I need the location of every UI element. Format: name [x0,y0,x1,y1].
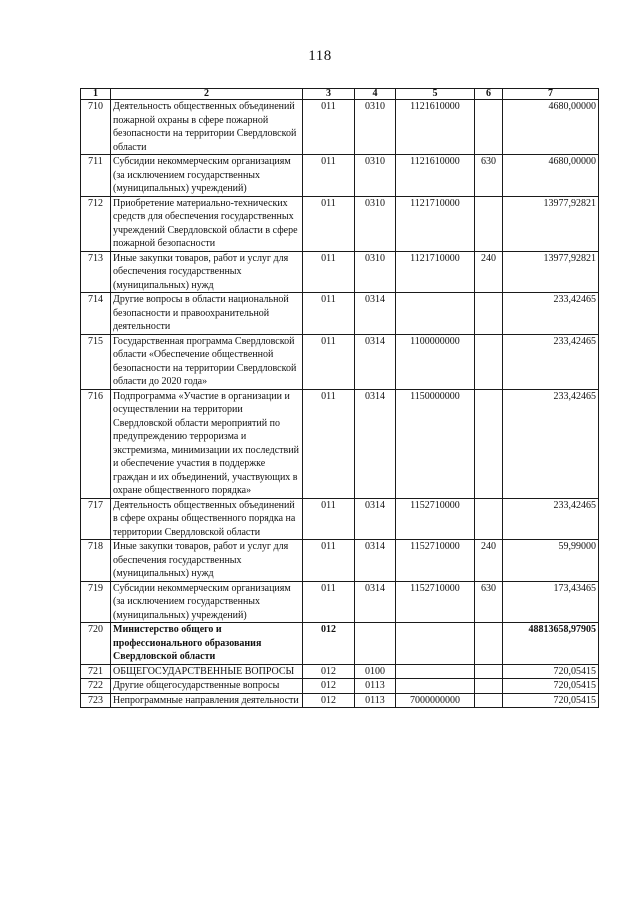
row-expense-type: 240 [475,540,503,582]
row-name: ОБЩЕГОСУДАРСТВЕННЫЕ ВОПРОСЫ [111,664,303,679]
row-section-code: 0314 [355,498,396,540]
row-expense-type [475,679,503,694]
table-row [81,100,599,155]
budget-table [80,88,599,708]
header-col-4: 4 [355,89,396,100]
row-target-code: 1100000000 [396,334,475,389]
row-chapter-code: 012 [303,623,355,665]
row-target-code [396,293,475,335]
row-section-code: 0100 [355,664,396,679]
row-chapter-code: 011 [303,251,355,293]
row-number: 719 [81,581,111,623]
header-col-7: 7 [503,89,599,100]
page-number: 118 [308,48,332,64]
row-target-code: 1121710000 [396,196,475,251]
header-col-5: 5 [396,89,475,100]
row-target-code: 1152710000 [396,498,475,540]
table-row [81,251,599,293]
row-name: Непрограммные направления деятельности [111,693,303,708]
row-chapter-code: 011 [303,293,355,335]
table-row [81,679,599,694]
header-col-2: 2 [111,89,303,100]
row-section-code: 0113 [355,679,396,694]
row-expense-type [475,693,503,708]
row-section-code [355,623,396,665]
row-number: 713 [81,251,111,293]
row-amount: 720,05415 [503,679,599,694]
row-target-code: 1121610000 [396,100,475,155]
row-target-code: 7000000000 [396,693,475,708]
row-amount: 173,43465 [503,581,599,623]
row-number: 710 [81,100,111,155]
row-chapter-code: 012 [303,664,355,679]
table-row [81,155,599,197]
table-row [81,196,599,251]
table-row [81,389,599,498]
row-number: 720 [81,623,111,665]
row-number: 715 [81,334,111,389]
row-name: Другие вопросы в области национальной безопасности и правоохранительной деятельности [111,293,303,335]
row-chapter-code: 011 [303,498,355,540]
header-col-1: 1 [81,89,111,100]
row-section-code: 0314 [355,389,396,498]
table-row [81,623,599,665]
row-chapter-code: 011 [303,334,355,389]
row-chapter-code: 012 [303,679,355,694]
row-chapter-code: 011 [303,196,355,251]
row-number: 716 [81,389,111,498]
row-chapter-code: 011 [303,155,355,197]
row-section-code: 0314 [355,581,396,623]
row-number: 723 [81,693,111,708]
row-number: 722 [81,679,111,694]
row-target-code [396,664,475,679]
row-amount: 48813658,97905 [503,623,599,665]
row-chapter-code: 011 [303,389,355,498]
table-row [81,540,599,582]
row-number: 721 [81,664,111,679]
row-name: Субсидии некоммерческим организациям (за исключением государственных (муниципальных) учреждений) [111,155,303,197]
table-row [81,664,599,679]
row-number: 718 [81,540,111,582]
row-amount: 59,99000 [503,540,599,582]
row-amount: 233,42465 [503,498,599,540]
row-name: Подпрограмма «Участие в организации и осуществлении на территории Свердловской области мероприятий по предупреждению терроризма и экстремизма, минимизации их последствий и обеспечение участия в поддержке граждан и их объединений, участвующих в охране общественного порядка» [111,389,303,498]
row-expense-type [475,334,503,389]
table-row [81,693,599,708]
row-expense-type: 240 [475,251,503,293]
row-name: Иные закупки товаров, работ и услуг для обеспечения государственных (муниципальных) нужд [111,251,303,293]
row-target-code: 1152710000 [396,581,475,623]
row-chapter-code: 011 [303,581,355,623]
row-name: Другие общегосударственные вопросы [111,679,303,694]
row-amount: 4680,00000 [503,100,599,155]
row-name: Деятельность общественных объединений пожарной охраны в сфере пожарной безопасности на территории Свердловской области [111,100,303,155]
row-amount: 233,42465 [503,293,599,335]
row-section-code: 0314 [355,540,396,582]
row-name: Субсидии некоммерческим организациям (за исключением государственных (муниципальных) учреждений) [111,581,303,623]
row-amount: 720,05415 [503,693,599,708]
row-target-code: 1121710000 [396,251,475,293]
row-target-code [396,679,475,694]
row-expense-type [475,100,503,155]
row-expense-type [475,389,503,498]
row-number: 711 [81,155,111,197]
row-section-code: 0314 [355,293,396,335]
row-number: 712 [81,196,111,251]
table-row [81,293,599,335]
row-expense-type [475,623,503,665]
row-expense-type: 630 [475,581,503,623]
row-name: Государственная программа Свердловской области «Обеспечение общественной безопасности на территории Свердловской области до 2020 года» [111,334,303,389]
row-number: 717 [81,498,111,540]
row-section-code: 0310 [355,100,396,155]
row-section-code: 0314 [355,334,396,389]
row-target-code [396,623,475,665]
row-name: Деятельность общественных объединений в сфере охраны общественного порядка на территории Свердловской области [111,498,303,540]
row-section-code: 0310 [355,155,396,197]
row-number: 714 [81,293,111,335]
row-expense-type [475,293,503,335]
header-col-3: 3 [303,89,355,100]
row-expense-type [475,498,503,540]
row-amount: 13977,92821 [503,251,599,293]
row-chapter-code: 011 [303,100,355,155]
row-name: Иные закупки товаров, работ и услуг для обеспечения государственных (муниципальных) нужд [111,540,303,582]
row-target-code: 1150000000 [396,389,475,498]
row-amount: 233,42465 [503,334,599,389]
table-row [81,334,599,389]
row-amount: 720,05415 [503,664,599,679]
row-expense-type [475,664,503,679]
header-col-6: 6 [475,89,503,100]
row-chapter-code: 011 [303,540,355,582]
row-amount: 4680,00000 [503,155,599,197]
row-target-code: 1121610000 [396,155,475,197]
row-expense-type [475,196,503,251]
table-header-row [81,89,599,100]
row-target-code: 1152710000 [396,540,475,582]
row-chapter-code: 012 [303,693,355,708]
row-name: Приобретение материально-технических средств для обеспечения государственных учреждений Свердловской области в сфере пожарной безопасности [111,196,303,251]
table-row [81,498,599,540]
row-expense-type: 630 [475,155,503,197]
row-name: Министерство общего и профессионального образования Свердловской области [111,623,303,665]
row-amount: 13977,92821 [503,196,599,251]
table-row [81,581,599,623]
row-amount: 233,42465 [503,389,599,498]
table-body [81,100,599,708]
row-section-code: 0310 [355,251,396,293]
row-section-code: 0310 [355,196,396,251]
row-section-code: 0113 [355,693,396,708]
